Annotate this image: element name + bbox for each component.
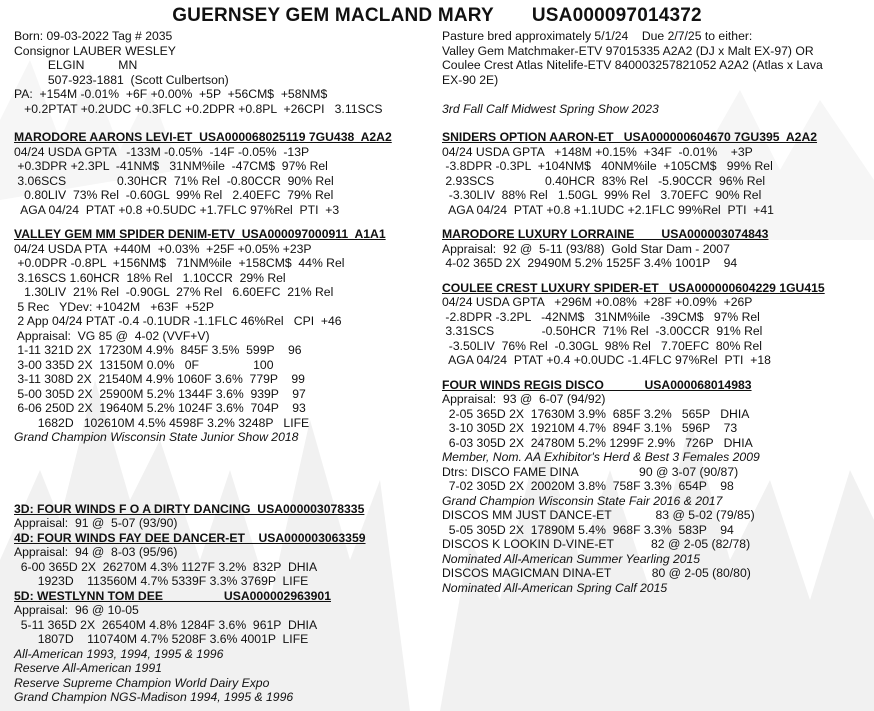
sire-line: +0.3DPR +2.3PL -41NM$ 31NM%ile -47CM$ 97% Rel bbox=[14, 159, 328, 173]
dam-line: 3.16SCS 1.60HCR 18% Rel 1.10CCR 29% Rel bbox=[14, 270, 286, 285]
regis-line: DISCOS MAGICMAN DINA-ET 80 @ 2-05 (80/80) bbox=[442, 566, 751, 580]
regis-award: Grand Champion Wisconsin State Fair 2016 & 2017 bbox=[442, 493, 723, 508]
pa-line-1: PA: +154M -0.01% +6F +0.00% +5P +56CM$ +58NM$ bbox=[14, 87, 328, 101]
dam-heading: VALLEY GEM MM SPIDER DENIM-ETV USA000097000911 A1A1 bbox=[14, 227, 386, 241]
consignor-line: Consignor LAUBER WESLEY bbox=[14, 43, 176, 58]
right-sire-line: 2.93SCS 0.40HCR 83% Rel -5.90CCR 96% Rel bbox=[442, 173, 766, 188]
right-sire-line: 04/24 USDA GPTA +148M +0.15% +34F -0.01% +3P bbox=[442, 144, 753, 159]
regis-line: Dtrs: DISCO FAME DINA 90 @ 3-07 (90/87) bbox=[442, 464, 739, 479]
regis-line: DISCOS K LOOKIN D-VINE-ET 82 @ 2-05 (82/78) bbox=[442, 537, 751, 551]
fifth-dam-award: Reserve Supreme Champion World Dairy Expo bbox=[14, 675, 270, 690]
fifth-dam-award: Reserve All-American 1991 bbox=[14, 661, 162, 675]
service-sire-1: Valley Gem Matchmaker-ETV 97015335 A2A2 (DJ x Malt EX-97) OR bbox=[442, 43, 814, 58]
dam-line: 04/24 USDA PTA +440M +0.03% +25F +0.05% +23P bbox=[14, 241, 312, 256]
regis-award: Nominated All-American Summer Yearling 2015 bbox=[442, 551, 701, 566]
fourth-dam-line: 6-00 365D 2X 26270M 4.3% 1127F 3.2% 832P DHIA bbox=[14, 559, 318, 574]
spider-line: 04/24 USDA GPTA +296M +0.08% +28F +0.09% +26P bbox=[442, 295, 753, 309]
dam-line: 1682D 102610M 4.5% 4598F 3.2% 3248P LIFE bbox=[14, 415, 310, 430]
fourth-dam-line: 1923D 113560M 4.7% 5339F 3.3% 3769P LIFE bbox=[14, 574, 309, 588]
luxury-line: 4-02 365D 2X 29490M 5.2% 1525F 3.4% 1001P 94 bbox=[442, 256, 738, 270]
regis-line: Appraisal: 93 @ 6-07 (94/92) bbox=[442, 392, 606, 406]
dam-line: Appraisal: VG 85 @ 4-02 (VVF+V) bbox=[14, 328, 210, 343]
spider-line: -3.50LIV 76% Rel -0.30GL 98% Rel 7.70EFC 80% Rel bbox=[442, 338, 762, 353]
dam-line: 1-11 321D 2X 17230M 4.9% 845F 3.5% 599P 96 bbox=[14, 343, 302, 357]
page-title: GUERNSEY GEM MACLAND MARY USA000097014372 bbox=[172, 5, 702, 26]
pa-line-2: +0.2PTAT +0.2UDC +0.3FLC +0.2DPR +0.8PL +26CPI 3.11SCS bbox=[14, 101, 383, 116]
dam-line: 5 Rec YDev: +1042M +63F +52P bbox=[14, 299, 214, 314]
spider-line: -2.8DPR -3.2PL -42NM$ 31NM%ile -39CM$ 97% Rel bbox=[442, 309, 760, 324]
dam-line: 3-11 308D 2X 21540M 4.9% 1060F 3.6% 779P 99 bbox=[14, 372, 305, 386]
fifth-dam-award: Grand Champion NGS-Madison 1994, 1995 & 1996 bbox=[14, 690, 294, 704]
location-line: ELGIN MN bbox=[14, 58, 138, 72]
sire-line: 3.06SCS 0.30HCR 71% Rel -0.80CCR 90% Rel bbox=[14, 173, 334, 188]
regis-line: 3-10 305D 2X 19210M 4.7% 894F 3.1% 596P 73 bbox=[442, 421, 738, 435]
sire-heading: MARODORE AARONS LEVI-ET USA000068025119 7GU438 A2A2 bbox=[14, 130, 392, 144]
dam-line: 3-00 335D 2X 13150M 0.0% 0F 100 bbox=[14, 357, 274, 372]
regis-award: Nominated All-American Spring Calf 2015 bbox=[442, 580, 668, 595]
service-sire-2: Coulee Crest Atlas Nitelife-ETV 840003257821052 A2A2 (Atlas x Lava bbox=[442, 58, 823, 72]
show-award: 3rd Fall Calf Midwest Spring Show 2023 bbox=[442, 101, 659, 116]
born-line: Born: 09-03-2022 Tag # 2035 bbox=[14, 29, 173, 43]
regis-heading: FOUR WINDS REGIS DISCO USA000068014983 bbox=[442, 377, 752, 392]
regis-line: 5-05 305D 2X 17890M 5.4% 968F 3.3% 583P 94 bbox=[442, 522, 734, 537]
fifth-dam-line: Appraisal: 96 @ 10-05 bbox=[14, 603, 139, 617]
dam-line: 6-06 250D 2X 19640M 5.2% 1024F 3.6% 704P 93 bbox=[14, 401, 306, 415]
right-sire-line: AGA 04/24 PTAT +0.8 +1.1UDC +2.1FLC 99%Rel PTI +41 bbox=[442, 202, 774, 217]
fifth-dam-heading: 5D: WESTLYNN TOM DEE USA000002963901 bbox=[14, 588, 331, 603]
fifth-dam-line: 5-11 365D 2X 26540M 4.8% 1284F 3.6% 961P DHIA bbox=[14, 617, 318, 632]
regis-line: 2-05 365D 2X 17630M 3.9% 685F 3.2% 565P DHIA bbox=[442, 406, 750, 421]
spider-heading: COULEE CREST LUXURY SPIDER-ET USA000000604229 1GU415 bbox=[442, 280, 825, 295]
regis-line: 7-02 305D 2X 20020M 3.8% 758F 3.3% 654P 98 bbox=[442, 479, 734, 493]
spider-line: 3.31SCS -0.50HCR 71% Rel -3.00CCR 91% Rel bbox=[442, 324, 763, 338]
fourth-dam-heading: 4D: FOUR WINDS FAY DEE DANCER-ET USA000003063359 bbox=[14, 530, 366, 545]
fifth-dam-line: 1807D 110740M 4.7% 5208F 3.6% 4001P LIFE bbox=[14, 632, 309, 646]
regis-line: 6-03 305D 2X 24780M 5.2% 1299F 2.9% 726P DHIA bbox=[442, 435, 753, 450]
spider-line: AGA 04/24 PTAT +0.4 +0.0UDC -1.4FLC 97%Rel PTI +18 bbox=[442, 353, 771, 367]
luxury-line: Appraisal: 92 @ 5-11 (93/88) Gold Star Dam - 2007 bbox=[442, 241, 730, 256]
right-sire-line: -3.30LIV 88% Rel 1.50GL 99% Rel 3.70EFC 90% Rel bbox=[442, 188, 762, 202]
sire-line: AGA 04/24 PTAT +0.8 +0.5UDC +1.7FLC 97%Rel PTI +3 bbox=[14, 202, 340, 217]
sire-line: 0.80LIV 73% Rel -0.60GL 99% Rel 2.40EFC 79% Rel bbox=[14, 188, 334, 202]
dam-line: +0.0DPR -0.8PL +156NM$ 71NM%ile +158CM$ 44% Rel bbox=[14, 256, 345, 270]
right-sire-heading: SNIDERS OPTION AARON-ET USA000000604670 7GU395 A2A2 bbox=[442, 130, 818, 144]
right-column bbox=[442, 29, 870, 595]
luxury-heading: MARODORE LUXURY LORRAINE USA000003074843 bbox=[442, 227, 769, 241]
left-column bbox=[14, 29, 439, 705]
dam-line: 2 App 04/24 PTAT -0.4 -0.1UDR -1.1FLC 46%Rel CPI +46 bbox=[14, 314, 342, 328]
dam-line: 5-00 305D 2X 25900M 5.2% 1344F 3.6% 939P 97 bbox=[14, 386, 306, 401]
regis-award: Member, Nom. AA Exhibitor's Herd & Best 3 Females 2009 bbox=[442, 450, 760, 464]
right-sire-line: -3.8DPR -0.3PL +104NM$ 40NM%ile +105CM$ 99% Rel bbox=[442, 159, 773, 173]
regis-line: DISCOS MM JUST DANCE-ET 83 @ 5-02 (79/85) bbox=[442, 508, 755, 522]
pasture-bred-line: Pasture bred approximately 5/1/24 Due 2/7/25 to either: bbox=[442, 29, 753, 43]
phone-line: 507-923-1881 (Scott Culbertson) bbox=[14, 72, 229, 87]
third-dam-heading: 3D: FOUR WINDS F O A DIRTY DANCING USA000003078335 bbox=[14, 501, 365, 516]
third-dam-line: Appraisal: 91 @ 5-07 (93/90) bbox=[14, 516, 178, 530]
fourth-dam-line: Appraisal: 94 @ 8-03 (95/96) bbox=[14, 545, 178, 559]
fifth-dam-award: All-American 1993, 1994, 1995 & 1996 bbox=[14, 646, 224, 661]
blank-line bbox=[442, 87, 870, 102]
dam-line: 1.30LIV 21% Rel -0.90GL 27% Rel 6.60EFC 21% Rel bbox=[14, 285, 334, 299]
sire-line: 04/24 USDA GPTA -133M -0.05% -14F -0.05% -13P bbox=[14, 144, 310, 159]
service-sire-2-cont: EX-90 2E) bbox=[442, 72, 499, 87]
dam-award: Grand Champion Wisconsin State Junior Show 2018 bbox=[14, 430, 299, 444]
